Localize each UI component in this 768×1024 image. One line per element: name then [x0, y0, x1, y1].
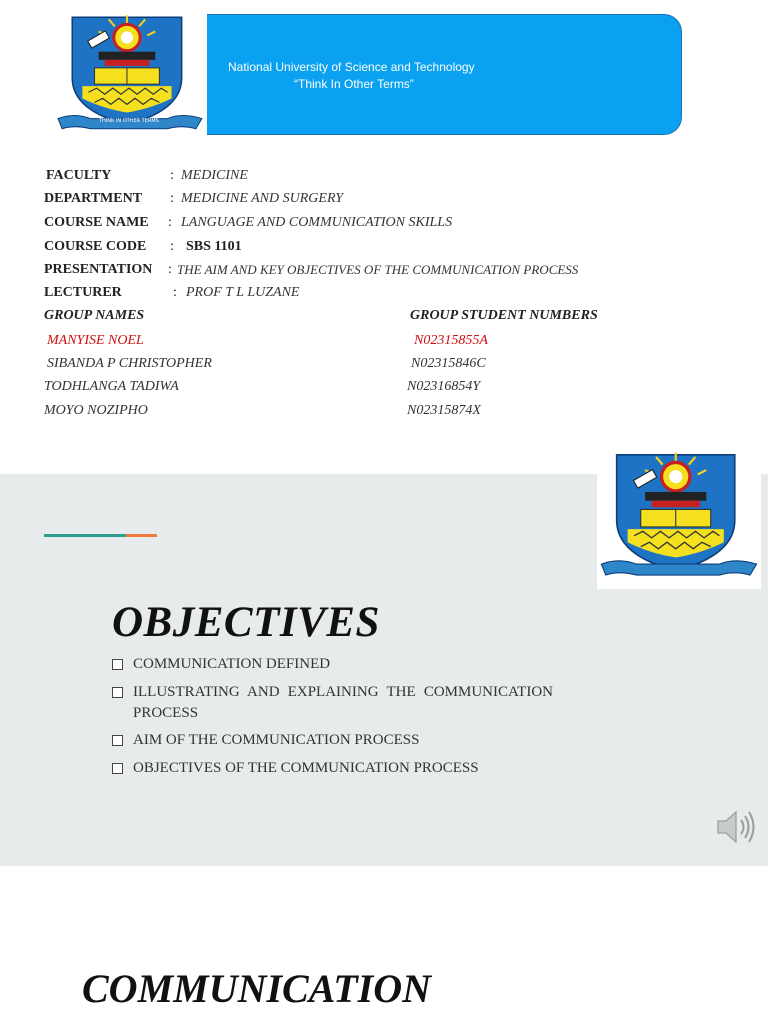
info-value: PROF T L LUZANE	[186, 285, 300, 300]
checkbox-bullet-icon	[112, 659, 123, 670]
info-label: COURSE NAME	[44, 215, 149, 230]
info-value: THE AIM AND KEY OBJECTIVES OF THE COMMUNICATION PROCESS	[177, 262, 579, 277]
info-sep: :	[168, 215, 172, 230]
info-value: LANGUAGE AND COMMUNICATION SKILLS	[181, 215, 453, 230]
member-name: MANYISE NOEL	[47, 333, 144, 348]
university-logo	[54, 13, 206, 135]
info-value: MEDICINE	[181, 168, 248, 183]
objective-text: ILLUSTRATING AND EXPLAINING THE COMMUNICATION PROCESS	[133, 684, 553, 721]
objective-text: COMMUNICATION DEFINED	[133, 656, 331, 672]
communication-slide	[0, 866, 768, 1024]
accent-line-orange	[126, 534, 157, 537]
info-label: PRESENTATION	[44, 262, 153, 277]
member-name: MOYO NOZIPHO	[44, 403, 148, 418]
objective-item	[112, 682, 553, 724]
title-slide	[0, 0, 768, 474]
university-logo-secondary	[597, 443, 761, 589]
info-label: COURSE CODE	[44, 239, 147, 254]
objective-text: OBJECTIVES OF THE COMMUNICATION PROCESS	[133, 760, 479, 776]
communication-title: COMMUNICATION	[82, 966, 431, 1011]
info-sep: :	[170, 191, 174, 206]
speaker-icon[interactable]	[714, 807, 756, 847]
member-number: N02315874X	[407, 403, 481, 418]
checkbox-bullet-icon	[112, 735, 123, 746]
info-department	[44, 191, 344, 207]
objectives-title: OBJECTIVES	[112, 599, 380, 646]
info-value: SBS 1101	[186, 239, 242, 254]
info-label: LECTURER	[44, 285, 122, 300]
accent-line-teal	[44, 534, 126, 537]
logo-motto-ribbon: THINK IN OTHER TERMS	[99, 118, 159, 124]
university-banner	[207, 14, 682, 135]
info-label: DEPARTMENT	[44, 191, 143, 206]
member-number: N02315846C	[411, 356, 486, 371]
member-number: N02315855A	[414, 333, 488, 348]
university-name: National University of Science and Technology	[228, 60, 475, 74]
info-sep: :	[173, 285, 177, 300]
checkbox-bullet-icon	[112, 763, 123, 774]
checkbox-bullet-icon	[112, 687, 123, 698]
info-sep: :	[170, 239, 174, 254]
info-faculty	[46, 168, 248, 184]
info-course-code	[44, 239, 242, 255]
member-name: SIBANDA P CHRISTOPHER	[47, 356, 212, 371]
objective-item	[112, 730, 552, 751]
objective-text: AIM OF THE COMMUNICATION PROCESS	[133, 732, 420, 748]
info-label: FACULTY	[46, 168, 112, 183]
info-value: MEDICINE AND SURGERY	[181, 191, 344, 206]
member-number: N02316854Y	[407, 379, 481, 394]
university-motto: “Think In Other Terms”	[294, 77, 414, 91]
objective-item	[112, 758, 552, 779]
info-sep: :	[170, 168, 174, 183]
info-sep: :	[168, 262, 172, 277]
group-names-header: GROUP NAMES	[44, 308, 145, 323]
info-course-name	[44, 215, 453, 231]
group-numbers-header: GROUP STUDENT NUMBERS	[410, 308, 598, 323]
info-lecturer	[44, 285, 300, 301]
member-name: TODHLANGA TADIWA	[44, 379, 179, 394]
info-presentation	[44, 262, 579, 278]
objective-item	[112, 654, 552, 675]
